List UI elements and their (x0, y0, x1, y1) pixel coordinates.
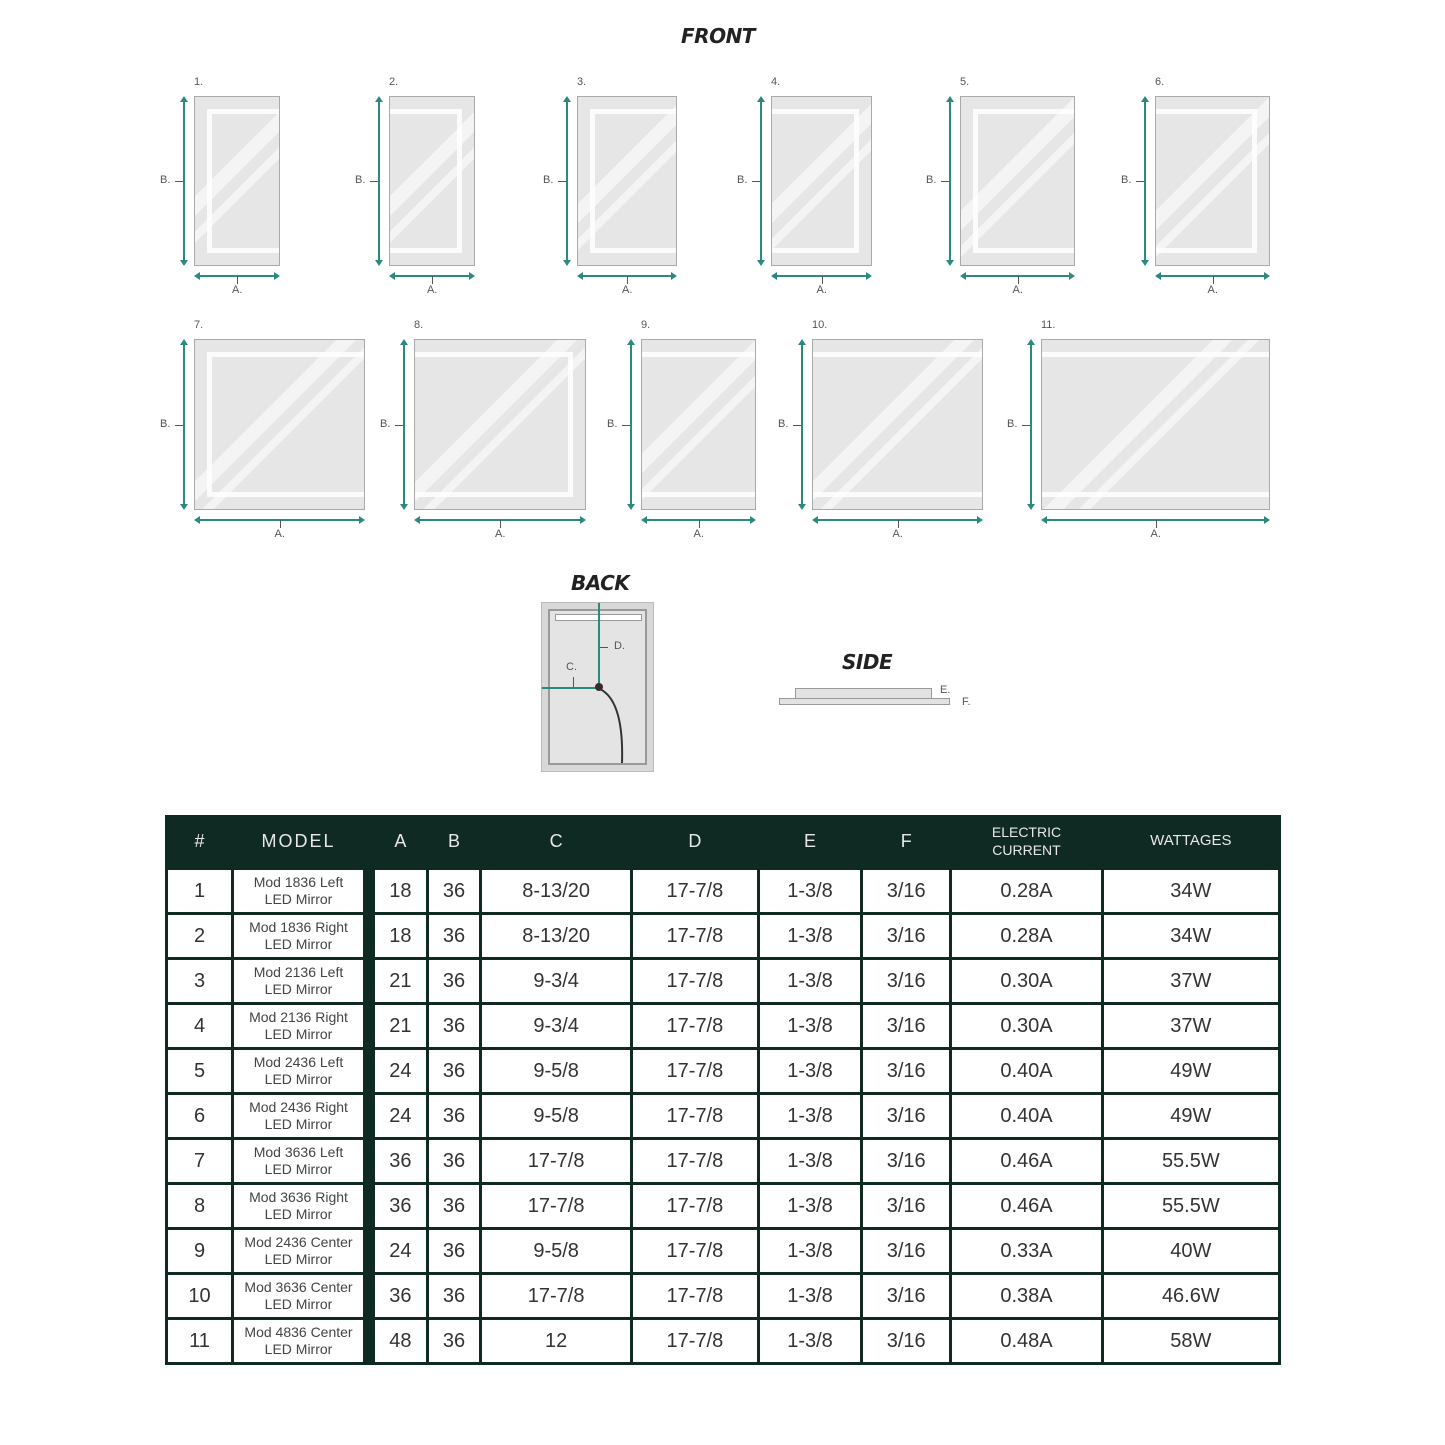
dim-label-b: B. (1007, 417, 1018, 430)
cell-b: 36 (427, 1229, 481, 1274)
table-row (167, 869, 1280, 914)
dimension-b-line (801, 341, 803, 508)
cell-f: 3/16 (862, 1319, 951, 1364)
cell-b: 36 (427, 1139, 481, 1184)
cell-d: 17-7/8 (631, 959, 758, 1004)
cell-electric-current: 0.46A (951, 1184, 1102, 1229)
dim-label-b: B. (543, 174, 554, 186)
cell-f: 3/16 (862, 914, 951, 959)
cell-b: 36 (427, 1184, 481, 1229)
cell-a: 48 (374, 1319, 428, 1364)
dim-label-a: A. (622, 284, 633, 296)
cell-c: 12 (481, 1319, 632, 1364)
mirror-front-9 (641, 339, 756, 510)
col-header-d: D (631, 815, 758, 869)
cell-model: Mod 2136 Right LED Mirror (233, 1004, 365, 1049)
cell-wattage: 58W (1102, 1319, 1279, 1364)
mirror-front-3 (577, 96, 677, 266)
cell-d: 17-7/8 (631, 1319, 758, 1364)
col-header-c: C (481, 815, 632, 869)
cell-b: 36 (427, 1094, 481, 1139)
cell-d: 17-7/8 (631, 1184, 758, 1229)
cell-f: 3/16 (862, 1094, 951, 1139)
cell-f: 3/16 (862, 1139, 951, 1184)
mirror-front-1 (194, 96, 280, 266)
cell-e: 1-3/8 (758, 1139, 861, 1184)
cell-b: 36 (427, 1004, 481, 1049)
cell-a: 18 (374, 914, 428, 959)
cell-d: 17-7/8 (631, 914, 758, 959)
cell-a: 24 (374, 1094, 428, 1139)
dim-label-f: F. (962, 696, 971, 708)
dim-label-a: A. (1012, 284, 1023, 296)
figure-number: 3. (577, 76, 587, 88)
cell-wattage: 34W (1102, 869, 1279, 914)
cell-number: 2 (167, 914, 233, 959)
cell-d: 17-7/8 (631, 1004, 758, 1049)
cell-model: Mod 4836 Center LED Mirror (233, 1319, 365, 1364)
mirror-front-5 (960, 96, 1075, 266)
figure-number: 9. (641, 319, 651, 331)
mirror-front-4 (771, 96, 872, 266)
cell-a: 36 (374, 1184, 428, 1229)
mirror-front-8 (414, 339, 586, 510)
dimension-b-line (1030, 341, 1032, 508)
back-title: BACK (571, 571, 630, 595)
table-row (167, 914, 1280, 959)
dim-label-d: D. (614, 640, 625, 652)
table-row (167, 1184, 1280, 1229)
dim-label-a: A. (1207, 284, 1218, 296)
dimension-b-line (566, 98, 568, 264)
cell-number: 6 (167, 1094, 233, 1139)
cell-c: 9-5/8 (481, 1049, 632, 1094)
cell-e: 1-3/8 (758, 1319, 861, 1364)
col-header-a: A (374, 815, 428, 869)
cell-number: 8 (167, 1184, 233, 1229)
cell-f: 3/16 (862, 1004, 951, 1049)
col-header-e: E (758, 815, 861, 869)
cell-a: 21 (374, 1004, 428, 1049)
cell-e: 1-3/8 (758, 914, 861, 959)
table-row (167, 1094, 1280, 1139)
dimension-b-line (378, 98, 380, 264)
table-row (167, 1049, 1280, 1094)
col-header-number: # (167, 815, 233, 869)
dim-label-a: A. (495, 528, 506, 540)
table-row (167, 1004, 1280, 1049)
cell-e: 1-3/8 (758, 959, 861, 1004)
cell-electric-current: 0.46A (951, 1139, 1102, 1184)
cell-number: 4 (167, 1004, 233, 1049)
cell-number: 11 (167, 1319, 233, 1364)
table-row (167, 959, 1280, 1004)
cell-d: 17-7/8 (631, 1139, 758, 1184)
cell-a: 36 (374, 1274, 428, 1319)
figure-number: 4. (771, 76, 781, 88)
dimension-b-line (183, 98, 185, 264)
cell-electric-current: 0.28A (951, 914, 1102, 959)
dim-label-a: A. (232, 284, 243, 296)
cell-e: 1-3/8 (758, 1049, 861, 1094)
dim-label-a: A. (693, 528, 704, 540)
cell-f: 3/16 (862, 1049, 951, 1094)
cell-electric-current: 0.30A (951, 1004, 1102, 1049)
figure-number: 6. (1155, 76, 1165, 88)
dim-label-b: B. (926, 174, 937, 186)
cell-electric-current: 0.33A (951, 1229, 1102, 1274)
cell-d: 17-7/8 (631, 1274, 758, 1319)
cell-f: 3/16 (862, 1229, 951, 1274)
cell-c: 8-13/20 (481, 914, 632, 959)
cell-number: 10 (167, 1274, 233, 1319)
table-row (167, 1319, 1280, 1364)
cell-wattage: 40W (1102, 1229, 1279, 1274)
dimension-b-line (183, 341, 185, 508)
cell-a: 18 (374, 869, 428, 914)
col-header-b: B (427, 815, 481, 869)
dim-label-a: A. (892, 528, 903, 540)
cell-e: 1-3/8 (758, 1274, 861, 1319)
cell-wattage: 46.6W (1102, 1274, 1279, 1319)
cell-b: 36 (427, 1319, 481, 1364)
dim-label-b: B. (355, 174, 366, 186)
cell-wattage: 55.5W (1102, 1184, 1279, 1229)
figure-number: 7. (194, 319, 204, 331)
cell-model: Mod 2436 Left LED Mirror (233, 1049, 365, 1094)
cell-f: 3/16 (862, 1274, 951, 1319)
cell-c: 9-3/4 (481, 1004, 632, 1049)
cell-d: 17-7/8 (631, 1229, 758, 1274)
cell-b: 36 (427, 1049, 481, 1094)
dimension-b-line (949, 98, 951, 264)
col-header-wattages: WATTAGES (1102, 815, 1279, 869)
cell-electric-current: 0.28A (951, 869, 1102, 914)
cell-wattage: 49W (1102, 1094, 1279, 1139)
cell-electric-current: 0.38A (951, 1274, 1102, 1319)
dim-label-a: A. (1150, 528, 1161, 540)
dimension-b-line (760, 98, 762, 264)
cell-model: Mod 3636 Center LED Mirror (233, 1274, 365, 1319)
dim-label-b: B. (160, 174, 171, 186)
cell-wattage: 34W (1102, 914, 1279, 959)
cell-model: Mod 3636 Left LED Mirror (233, 1139, 365, 1184)
cell-a: 36 (374, 1139, 428, 1184)
mirror-front-11 (1041, 339, 1270, 510)
cell-d: 17-7/8 (631, 1049, 758, 1094)
front-title: FRONT (681, 24, 755, 48)
col-header-electric-current: ELECTRIC CURRENT (951, 815, 1102, 869)
cell-d: 17-7/8 (631, 869, 758, 914)
figure-number: 10. (812, 319, 828, 331)
cell-electric-current: 0.48A (951, 1319, 1102, 1364)
cell-electric-current: 0.40A (951, 1049, 1102, 1094)
cell-a: 21 (374, 959, 428, 1004)
cell-a: 24 (374, 1229, 428, 1274)
back-diagram (541, 602, 654, 772)
cell-c: 9-3/4 (481, 959, 632, 1004)
cell-e: 1-3/8 (758, 1184, 861, 1229)
table-row (167, 1274, 1280, 1319)
cell-model: Mod 2436 Center LED Mirror (233, 1229, 365, 1274)
cell-model: Mod 1836 Right LED Mirror (233, 914, 365, 959)
cell-b: 36 (427, 914, 481, 959)
spec-table (165, 815, 1281, 1365)
figure-number: 8. (414, 319, 424, 331)
cell-model: Mod 3636 Right LED Mirror (233, 1184, 365, 1229)
cell-number: 7 (167, 1139, 233, 1184)
mirror-front-6 (1155, 96, 1270, 266)
cell-e: 1-3/8 (758, 1094, 861, 1139)
dimension-b-line (403, 341, 405, 508)
cell-e: 1-3/8 (758, 1229, 861, 1274)
cell-b: 36 (427, 959, 481, 1004)
cell-model: Mod 1836 Left LED Mirror (233, 869, 365, 914)
mirror-front-2 (389, 96, 475, 266)
power-cord (598, 687, 628, 767)
cell-wattage: 55.5W (1102, 1139, 1279, 1184)
cell-number: 3 (167, 959, 233, 1004)
table-row (167, 1229, 1280, 1274)
col-header-f: F (862, 815, 951, 869)
cell-c: 17-7/8 (481, 1274, 632, 1319)
dim-label-b: B. (380, 417, 391, 430)
cell-f: 3/16 (862, 1184, 951, 1229)
cell-d: 17-7/8 (631, 1094, 758, 1139)
dim-label-a: A. (816, 284, 827, 296)
cell-c: 9-5/8 (481, 1094, 632, 1139)
side-title: SIDE (842, 650, 893, 674)
cell-electric-current: 0.40A (951, 1094, 1102, 1139)
dim-label-e: E. (940, 684, 951, 696)
cell-f: 3/16 (862, 869, 951, 914)
cell-c: 8-13/20 (481, 869, 632, 914)
cell-b: 36 (427, 1274, 481, 1319)
cell-wattage: 49W (1102, 1049, 1279, 1094)
cell-wattage: 37W (1102, 1004, 1279, 1049)
table-header-row (167, 815, 1280, 869)
dim-label-b: B. (160, 417, 171, 430)
dim-label-a: A. (274, 528, 285, 540)
cell-number: 9 (167, 1229, 233, 1274)
cell-wattage: 37W (1102, 959, 1279, 1004)
cell-c: 9-5/8 (481, 1229, 632, 1274)
mirror-front-10 (812, 339, 983, 510)
figure-number: 5. (960, 76, 970, 88)
dim-label-c: C. (566, 661, 577, 673)
cell-e: 1-3/8 (758, 869, 861, 914)
cell-c: 17-7/8 (481, 1184, 632, 1229)
dim-label-a: A. (427, 284, 438, 296)
cell-model: Mod 2136 Left LED Mirror (233, 959, 365, 1004)
figure-number: 1. (194, 76, 204, 88)
cell-number: 1 (167, 869, 233, 914)
dimension-b-line (1144, 98, 1146, 264)
cell-model: Mod 2436 Right LED Mirror (233, 1094, 365, 1139)
cell-number: 5 (167, 1049, 233, 1094)
col-header-model: MODEL (233, 815, 365, 869)
dim-label-b: B. (737, 174, 748, 186)
cell-b: 36 (427, 869, 481, 914)
cell-c: 17-7/8 (481, 1139, 632, 1184)
figure-number: 2. (389, 76, 399, 88)
dim-label-b: B. (1121, 174, 1132, 186)
dim-label-b: B. (778, 417, 789, 430)
dimension-b-line (630, 341, 632, 508)
table-row (167, 1139, 1280, 1184)
dim-label-b: B. (607, 417, 618, 430)
cell-electric-current: 0.30A (951, 959, 1102, 1004)
cell-f: 3/16 (862, 959, 951, 1004)
cell-e: 1-3/8 (758, 1004, 861, 1049)
figure-number: 11. (1041, 319, 1056, 331)
mirror-front-7 (194, 339, 365, 510)
cell-a: 24 (374, 1049, 428, 1094)
